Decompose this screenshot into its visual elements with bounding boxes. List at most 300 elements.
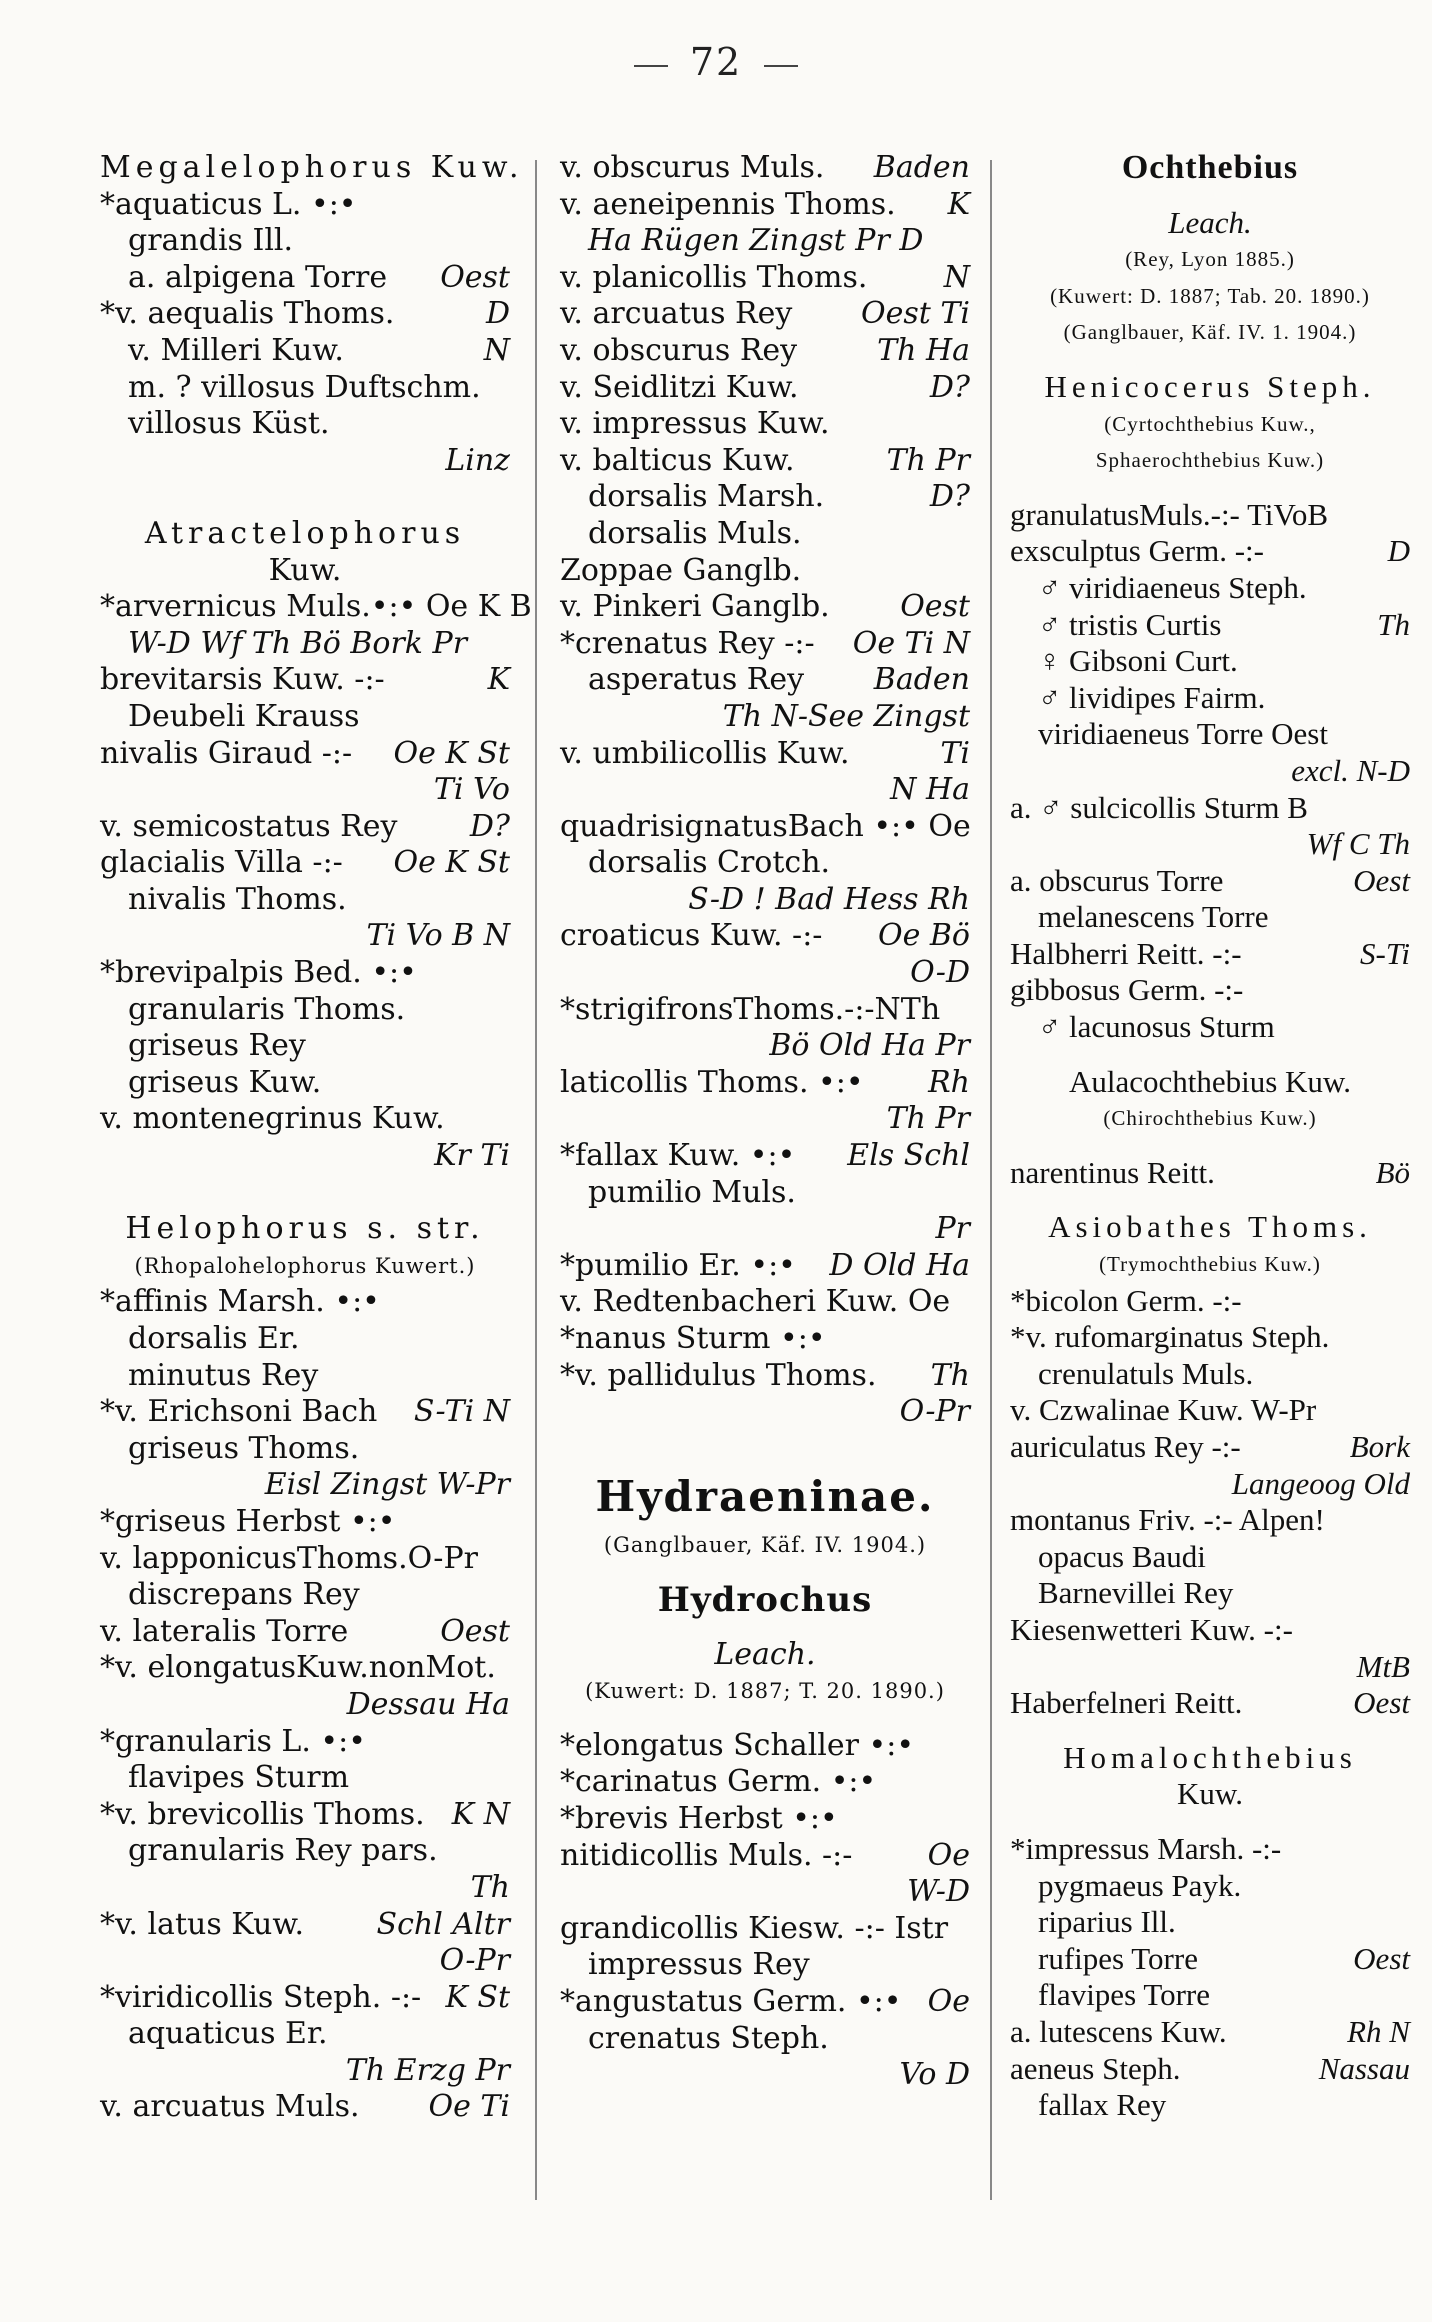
entry-text: v. Seidlitzi Kuw. [560, 369, 799, 405]
col1-entry [100, 333, 510, 370]
entry-text: *crenatus Rey -:- [560, 625, 815, 661]
col3-entry [1010, 1831, 1410, 1868]
col3-entry [1010, 1466, 1410, 1503]
col3-entry [1010, 1283, 1410, 1320]
col2-entry [560, 223, 970, 260]
entry-text: Atractelophorus [144, 515, 466, 551]
entry-text: auriculatus Rey -:- [1010, 1429, 1241, 1464]
entry-text: aeneus Steph. [1010, 2050, 1181, 2086]
col3-entry [1010, 1064, 1410, 1101]
entry-locality: N [483, 332, 510, 368]
entry-locality: Th Erzg Pr [345, 2052, 510, 2088]
entry-text: griseus Thoms. [128, 1430, 360, 1466]
entry-text: ♂ lacunosus Sturm [1038, 1009, 1275, 1045]
col1-entry [100, 1504, 510, 1541]
col2-entry [560, 1673, 970, 1710]
col3-entry [1010, 826, 1410, 863]
col2-entry [560, 1284, 970, 1321]
entry-locality: D? [469, 808, 510, 844]
col2-entry [560, 809, 970, 846]
col1-entry [100, 1211, 510, 1248]
col1-entry [100, 1284, 510, 1321]
entry-locality: Th Ha [877, 332, 970, 368]
entry-text: *angustatus Germ. •:• [560, 1983, 902, 2019]
col1-entry [100, 1431, 510, 1468]
col1-entry [100, 1138, 510, 1175]
col1-entry [100, 1321, 510, 1358]
col2-entry [560, 516, 970, 553]
entry-locality: N [943, 259, 970, 295]
entry-text: ♀ Gibsoni Curt. [1038, 643, 1238, 679]
col3-entry [1010, 1649, 1410, 1686]
col3-entry [1010, 150, 1410, 187]
col1-entry [100, 1980, 510, 2017]
col2-entry [560, 333, 970, 370]
col1-entry [100, 1541, 510, 1578]
column-divider-2 [990, 160, 992, 2200]
entry-text: dorsalis Er. [128, 1321, 300, 1356]
entry-text: v. arcuatus Rey [560, 296, 793, 332]
page-number-text: 72 [689, 40, 743, 84]
entry-text: *viridicollis Steph. -:- [100, 1979, 422, 2015]
entry-text: granularis Thoms. [128, 991, 406, 1027]
col3-entry [1010, 2014, 1410, 2051]
entry-text: a. obscurus Torre [1010, 862, 1224, 898]
entry-text: *v. latus Kuw. [100, 1906, 304, 1942]
entry-text: quadrisignatusBach •:• Oe [560, 808, 971, 844]
col1-entry [100, 662, 510, 699]
entry-text: *elongatus Schaller •:• [560, 1727, 915, 1763]
col1-entry [100, 1650, 510, 1687]
col3-entry [1010, 1740, 1410, 1777]
entry-locality: Oest [1353, 1940, 1410, 1976]
entry-locality: Oest [900, 589, 970, 625]
entry-text: exsculptus Germ. -:- [1010, 533, 1264, 569]
entry-text: ♂ tristis Curtis [1038, 606, 1222, 642]
col1-entry [100, 223, 510, 260]
entry-text: Ochthebius [1121, 149, 1299, 186]
entry-locality: Pr [935, 1211, 970, 1247]
col3-entry [1010, 1246, 1410, 1283]
entry-locality: D [485, 296, 510, 332]
col1-entry [100, 370, 510, 407]
col1-entry [100, 260, 510, 297]
entry-text: dorsalis Muls. [588, 515, 802, 551]
entry-locality: N Ha [890, 772, 970, 808]
col1-entry [100, 626, 510, 663]
entry-locality: Oest [440, 259, 510, 295]
col1-entry [100, 406, 510, 443]
col1-entry [100, 1797, 510, 1834]
col1-entry [100, 296, 510, 333]
entry-text: asperatus Rey [588, 662, 805, 698]
entry-locality: Schl Altr [376, 1906, 510, 1942]
entry-locality: Oe Ti [428, 2089, 510, 2125]
col3-entry [1010, 936, 1410, 973]
entry-text: (Ganglbauer, Käf. IV. 1. 1904.) [1063, 320, 1357, 345]
entry-text: v. arcuatus Muls. [100, 2089, 360, 2125]
col1-entry [100, 992, 510, 1029]
entry-text: Megalelophorus Kuw. [100, 150, 524, 185]
entry-locality: Els Schl [847, 1138, 970, 1174]
col2-entry [560, 296, 970, 333]
col3-entry [1010, 314, 1410, 351]
col3-entry [1010, 278, 1410, 315]
col3-entry [1010, 1685, 1410, 1722]
entry-locality: O-Pr [899, 1394, 970, 1430]
col1-entry [100, 1175, 510, 1212]
col2-entry [560, 443, 970, 480]
col2-entry [560, 1911, 970, 1948]
entry-text: *nanus Sturm •:• [560, 1321, 826, 1356]
col2-entry [560, 1874, 970, 1911]
entry-text: *bicolon Germ. -:- [1010, 1282, 1242, 1318]
col1-entry [100, 2016, 510, 2053]
entry-locality: Rh N [1347, 2013, 1410, 2049]
col2-entry [560, 589, 970, 626]
col2-entry [560, 918, 970, 955]
entry-text: pumilio Muls. [588, 1174, 796, 1210]
col3-entry [1010, 570, 1410, 607]
col2-entry [560, 955, 970, 992]
col2-entry [560, 1211, 970, 1248]
entry-text: v. montenegrinus Kuw. [100, 1101, 445, 1137]
entry-locality: Bö Old Ha Pr [769, 1028, 970, 1064]
entry-locality: Kr Ti [434, 1138, 510, 1174]
col2-entry [560, 772, 970, 809]
col1-entry [100, 187, 510, 224]
col3-entry [1010, 1977, 1410, 2014]
col2-entry [560, 1394, 970, 1431]
col1-entry [100, 955, 510, 992]
entry-text: a. alpigena Torre [128, 259, 388, 295]
entry-locality: Ti Vo [433, 772, 510, 808]
entry-text: v. Pinkeri Ganglb. [560, 589, 830, 625]
entry-locality: Th [470, 1869, 510, 1905]
entry-text: grandicollis Kiesw. -:- Istr [560, 1910, 949, 1946]
entry-text: v. Milleri Kuw. [128, 332, 344, 368]
col1-entry [100, 1101, 510, 1138]
col3-entry [1010, 241, 1410, 278]
col3-entry [1010, 442, 1410, 479]
entry-locality: K [487, 662, 510, 698]
col2-entry [560, 479, 970, 516]
col3-entry [1010, 1191, 1410, 1209]
entry-locality: D Old Ha [829, 1247, 970, 1283]
entry-text: W-D Wf Th Bö Bork Pr [128, 625, 468, 661]
entry-text: nivalis Giraud -:- [100, 735, 353, 771]
col3-entry [1010, 497, 1410, 534]
col1-entry [100, 589, 532, 626]
entry-text: croaticus Kuw. -:- [560, 918, 823, 954]
entry-text: *granularis L. •:• [100, 1723, 366, 1759]
col3-entry [1010, 2087, 1410, 2124]
entry-text: rufipes Torre [1038, 1940, 1198, 1976]
entry-locality: Oe Ti N [852, 625, 970, 661]
col2-entry [560, 1637, 970, 1674]
col2-entry [560, 1065, 970, 1102]
entry-text: Kuw. [268, 552, 342, 588]
entry-text: *carinatus Germ. •:• [560, 1764, 877, 1800]
col2-entry [560, 2057, 970, 2094]
col2-entry [560, 626, 970, 663]
entry-text: Kiesenwetteri Kuw. -:- [1010, 1611, 1293, 1647]
entry-text: *griseus Herbst •:• [100, 1503, 396, 1539]
col2-entry [560, 1248, 970, 1285]
col2-entry [560, 1728, 970, 1765]
page-number [0, 40, 1432, 84]
entry-text: opacus Baudi [1038, 1538, 1206, 1574]
entry-locality: Oe K St [393, 735, 510, 771]
entry-locality: Oest [1353, 1685, 1410, 1721]
col3-entry [1010, 1155, 1410, 1192]
col1-entry [100, 1394, 510, 1431]
entry-locality: Th Pr [886, 442, 970, 478]
entry-text: crenulatuls Muls. [1038, 1355, 1254, 1391]
col2-entry [560, 1619, 970, 1637]
col3-entry [1010, 1575, 1410, 1612]
col2-entry [560, 1838, 970, 1875]
entry-locality: Th [930, 1357, 970, 1393]
col2-entry [560, 553, 970, 590]
col1-entry [100, 699, 510, 736]
entry-text: *impressus Marsh. -:- [1010, 1830, 1282, 1866]
col2-entry [560, 1321, 970, 1358]
col2-entry [560, 2021, 970, 2058]
entry-text: v. lateralis Torre [100, 1613, 349, 1649]
entry-locality: Th Pr [886, 1101, 970, 1137]
entry-text: Helophorus s. str. [125, 1211, 485, 1247]
entry-text: pygmaeus Payk. [1038, 1867, 1242, 1903]
col1-entry [100, 1724, 510, 1761]
entry-text: Sphaerochthebius Kuw.) [1095, 448, 1325, 473]
entry-text: glacialis Villa -:- [100, 845, 343, 881]
entry-text: (Cyrtochthebius Kuw., [1104, 411, 1316, 436]
col1-entry [100, 1760, 510, 1797]
entry-locality: Bork [1349, 1429, 1410, 1464]
col2-entry [560, 736, 970, 773]
col3-entry [1010, 1392, 1410, 1429]
entry-locality: Ti [940, 735, 970, 771]
col1-entry [100, 1833, 510, 1870]
col3-entry [1010, 1009, 1410, 1046]
entry-text: (Ganglbauer, Käf. IV. 1904.) [603, 1533, 927, 1558]
entry-text: m. ? villosus Duftschm. [128, 369, 481, 405]
col3-entry [1010, 533, 1410, 570]
entry-text: *v. Erichsoni Bach [100, 1394, 378, 1430]
entry-text: (Rey, Lyon 1885.) [1125, 247, 1295, 272]
col2-entry [560, 406, 970, 443]
entry-text: *brevis Herbst •:• [560, 1800, 838, 1836]
col1-entry [100, 150, 524, 187]
entry-locality: Rh [928, 1064, 970, 1100]
col3-entry [1010, 1137, 1410, 1155]
col1-entry [100, 1943, 510, 1980]
col3-entry [1010, 1612, 1410, 1649]
col1-entry [100, 772, 510, 809]
entry-text: gibbosus Germ. -:- [1010, 972, 1244, 1008]
entry-locality: Oe [927, 1983, 970, 2019]
column-2 [560, 150, 970, 2094]
entry-locality: O-Pr [439, 1943, 510, 1979]
entry-text: v. umbilicollis Kuw. [560, 735, 850, 771]
entry-text: *arvernicus Muls.•:• Oe K B [100, 589, 532, 625]
col3-entry [1010, 1100, 1410, 1137]
entry-text: v. semicostatus Rey [100, 808, 398, 844]
col3-entry [1010, 1722, 1410, 1740]
col3-entry [1010, 972, 1410, 1009]
entry-text: *v. elongatusKuw.nonMot. [100, 1650, 496, 1686]
col2-entry [560, 992, 970, 1029]
entry-text: Aulacochthebius Kuw. [1068, 1063, 1352, 1099]
col3-entry [1010, 753, 1410, 790]
dash-left [634, 65, 668, 67]
entry-locality: Eisl Zingst W-Pr [264, 1467, 510, 1503]
entry-text: v. impressus Kuw. [560, 406, 830, 442]
entry-text: flavipes Sturm [128, 1760, 350, 1796]
entry-locality: D [1387, 533, 1410, 569]
entry-text: Halbherri Reitt. -:- [1010, 935, 1242, 971]
entry-text: brevitarsis Kuw. -:- [100, 662, 385, 698]
col1-entry [100, 516, 510, 553]
entry-text: Asiobathes Thoms. [1048, 1209, 1372, 1245]
col1-entry [100, 736, 510, 773]
col2-entry [560, 845, 970, 882]
col2-entry [560, 1467, 970, 1527]
entry-text: impressus Rey [588, 1947, 810, 1983]
column-1 [100, 150, 532, 2126]
col2-entry [560, 370, 970, 407]
entry-locality: D? [929, 479, 970, 515]
col3-entry [1010, 1046, 1410, 1064]
entry-locality: Oe [927, 1837, 970, 1873]
col2-entry [560, 1431, 970, 1468]
entry-locality: Oest [440, 1613, 510, 1649]
entry-locality: Oest Ti [861, 296, 970, 332]
entry-text: *v. aequalis Thoms. [100, 296, 395, 332]
entry-text: granularis Rey pars. [128, 1833, 438, 1869]
col2-entry [560, 1358, 970, 1395]
entry-locality: Baden [873, 662, 970, 698]
col1-entry [100, 1358, 510, 1395]
entry-text: v. balticus Kuw. [560, 442, 795, 478]
entry-locality: S-Ti [1360, 935, 1410, 971]
entry-locality: Vo D [899, 2057, 970, 2093]
entry-text: *v. brevicollis Thoms. [100, 1796, 425, 1832]
entry-locality: Langeoog Old [1231, 1465, 1410, 1501]
col3-entry [1010, 479, 1410, 497]
entry-text: (Chirochthebius Kuw.) [1103, 1106, 1317, 1131]
entry-locality: Ti Vo B N [366, 918, 510, 954]
col1-entry [100, 918, 510, 955]
entry-locality: W-D [907, 1874, 970, 1910]
col2-entry [560, 699, 970, 736]
entry-text: Deubeli Krauss [128, 698, 360, 734]
col2-entry [560, 662, 970, 699]
col1-entry [100, 2089, 510, 2126]
col2-entry [560, 1101, 970, 1138]
entry-text: Haberfelneri Reitt. [1010, 1685, 1243, 1721]
col1-entry [100, 1614, 510, 1651]
col1-entry [100, 1248, 510, 1285]
col2-entry [560, 1947, 970, 1984]
entry-text: (Rhopalohelophorus Kuwert.) [134, 1253, 476, 1278]
entry-locality: Oest [1353, 862, 1410, 898]
entry-text: montanus Friv. -:- Alpen! [1010, 1502, 1325, 1538]
col1-entry [100, 1467, 510, 1504]
entry-text: griseus Rey [128, 1028, 306, 1064]
entry-locality: Baden [873, 150, 970, 185]
col3-entry [1010, 607, 1410, 644]
col3-entry [1010, 899, 1410, 936]
entry-text: *pumilio Er. •:• [560, 1247, 796, 1283]
entry-text: Kuw. [1176, 1776, 1243, 1812]
entry-locality: Th [1377, 606, 1410, 642]
entry-text: riparius Ill. [1038, 1904, 1176, 1940]
col3-entry [1010, 369, 1410, 406]
entry-text: Leach. [1168, 204, 1252, 240]
col3-entry [1010, 716, 1410, 753]
entry-locality: Wf C Th [1306, 826, 1410, 862]
col1-entry [100, 845, 510, 882]
column-divider-1 [535, 160, 537, 2200]
entry-text: ♂ viridiaeneus Steph. [1038, 569, 1307, 605]
col3-entry [1010, 1941, 1410, 1978]
col1-entry [100, 553, 510, 590]
entry-text: Leach. [714, 1636, 816, 1672]
entry-text: crenatus Steph. [588, 2020, 829, 2056]
col2-entry [560, 1801, 970, 1838]
col2-entry [560, 1710, 970, 1728]
entry-text: ♂ lividipes Fairm. [1038, 679, 1266, 715]
entry-text: dorsalis Marsh. [588, 479, 825, 515]
entry-text: Zoppae Ganglb. [560, 552, 802, 588]
entry-text: *aquaticus L. •:• [100, 186, 357, 222]
entry-text: a. ♂ sulcicollis Sturm B [1010, 789, 1308, 825]
entry-locality: D? [929, 369, 970, 405]
entry-text: villosus Küst. [128, 406, 330, 442]
entry-locality: Linz [445, 442, 510, 478]
dash-right [764, 65, 798, 67]
col3-entry [1010, 1868, 1410, 1905]
entry-locality: O-D [910, 955, 970, 991]
col1-entry [100, 1907, 510, 1944]
entry-text: laticollis Thoms. •:• [560, 1064, 864, 1100]
entry-text: discrepans Rey [128, 1577, 360, 1613]
entry-locality: K St [445, 1979, 510, 2015]
entry-locality: S-D ! Bad Hess Rh [688, 881, 970, 917]
col1-entry [100, 1577, 510, 1614]
entry-text: *v. rufomarginatus Steph. [1010, 1319, 1330, 1355]
col2-entry [560, 1175, 970, 1212]
col1-entry [100, 809, 510, 846]
entry-locality: MtB [1356, 1648, 1410, 1684]
col2-entry [560, 1527, 970, 1564]
entry-text: (Kuwert: D. 1887; T. 20. 1890.) [585, 1679, 945, 1704]
col1-entry [100, 1028, 510, 1065]
col3-entry [1010, 1502, 1410, 1539]
entry-locality: K [947, 186, 970, 222]
col3-entry [1010, 1904, 1410, 1941]
entry-text: v. aeneipennis Thoms. [560, 186, 896, 222]
entry-text: *strigifronsThoms.-:-NTh [560, 991, 941, 1027]
col1-entry [100, 1870, 510, 1907]
entry-locality: K N [451, 1796, 510, 1832]
entry-locality: excl. N-D [1291, 752, 1410, 788]
col3-entry [1010, 187, 1410, 205]
col3-entry [1010, 2051, 1410, 2088]
col2-entry [560, 882, 970, 919]
